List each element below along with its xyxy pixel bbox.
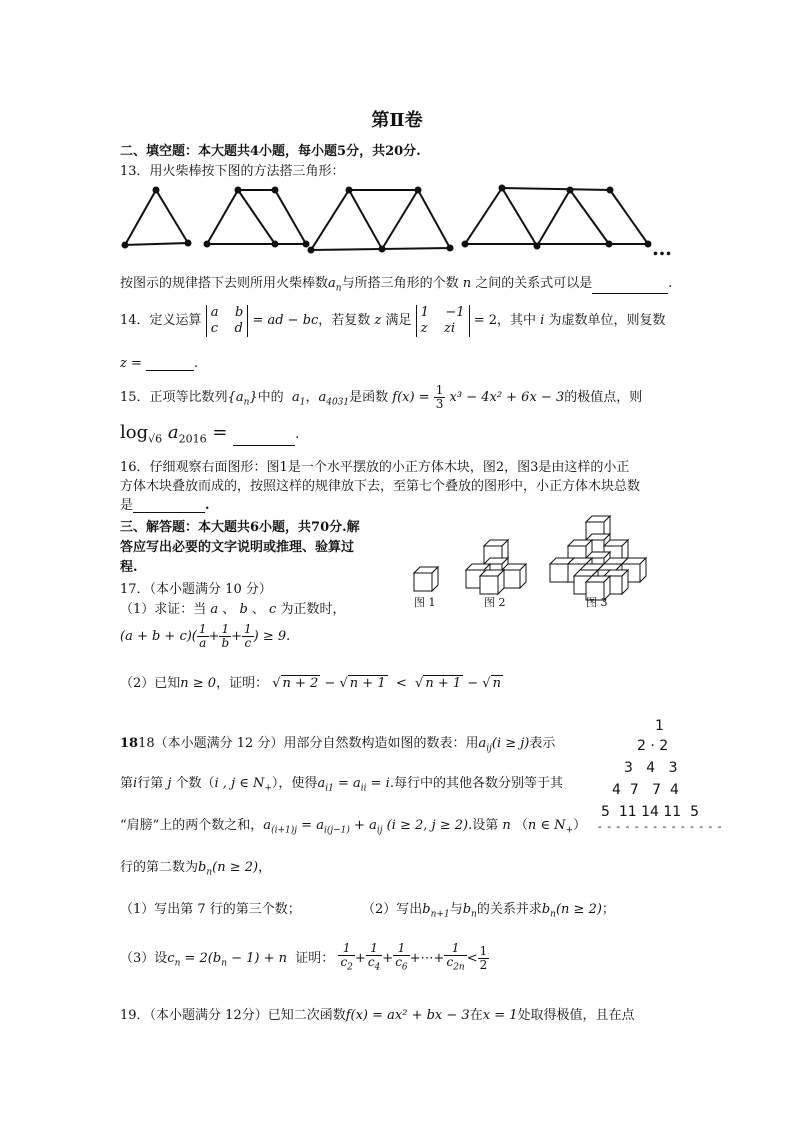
determinant-z: 1 −1 z zi xyxy=(416,305,470,337)
determinant-abcd: a b c d xyxy=(206,305,249,337)
q18-line3: “肩膀”上的两个数之和，$a_{(i+1)j} = a_{i(j-1)} + a_{ij}$ (i ≥ 2, j ≥ 2).设第 n （n ∈ $N_+$） xyxy=(120,818,587,836)
triangle-continuation: - - - - - - - - - - - - - - xyxy=(598,820,723,833)
section-3-header-line3: 程. xyxy=(120,560,138,575)
q13-text: 13．用火柴棒按下图的方法搭三角形： xyxy=(120,164,345,179)
triangle-row-4: 4 7 7 4 xyxy=(612,782,679,798)
q18-part2: （2）写出$b_{n+1}$与$b_n$的关系并求$b_n(n \ge 2)$； xyxy=(362,902,615,920)
q15-text: 15．正项等比数列$\{a_n\}$中的 $a_1$，$a_{4031}$是函数 f(x) = $\frac{1}{3}$ x³ − 4x² + 6x − 3的极值点，则 xyxy=(120,383,643,411)
fig1-label: 图 1 xyxy=(414,596,436,609)
section-3-header-line1: 三、解答题：本大题共6小题，共70分.解 xyxy=(120,520,360,535)
q13-question: 按图示的规律搭下去则所用火柴棒数$a_n$与所搭三角形的个数 n 之间的关系式可以是 . xyxy=(120,276,673,294)
q19-text: 19．（本小题满分 12分）已知二次函数f(x) = ax² + bx − 3在x = 1处取得极值，且在点 xyxy=(120,1008,635,1023)
q18-line1: 1818（本小题满分 12 分）用部分自然数构造如图的数表：用$a_{ij}(i \ge j)$表示 xyxy=(120,736,556,754)
triangle-row-3: 3 4 3 xyxy=(624,760,678,776)
section-2-header: 二、填空题：本大题共4小题，每小题5分，共20分. xyxy=(120,144,421,159)
q14-answer-line: z = . xyxy=(120,356,199,371)
triangle-row-5: 5 11 14 11 5 xyxy=(601,804,700,820)
triangle-row-2: 2 · 2 xyxy=(637,738,669,754)
q16-line2: 方体木块叠放而成的，按照这样的规律放下去，至第七个叠放的图形中，小正方体木块总数 xyxy=(120,479,641,494)
q17-header: 17．（本小题满分 10 分） xyxy=(120,582,272,597)
q16-line1: 16．仔细观察右面图形：图1是一个水平摆放的小正方体木块，图2，图3是由这样的小正 xyxy=(120,460,630,475)
q17-part1: （1）求证：当 a 、 b 、 c 为正数时， xyxy=(120,602,346,617)
continuation-dots: … xyxy=(652,236,672,260)
q18-line4: 行的第二数为$b_n(n \ge 2)$， xyxy=(120,860,272,878)
q18-line2: 第i行第 j 个数（i , j ∈ $N_+$），使得$a_{i1} = a_{ii} = i$.每行中的其他各数分别等于其 xyxy=(120,776,563,794)
q16-line3: 是 . xyxy=(120,498,210,513)
q15-answer-line: $\log_{√6} a_{2016}$ = . xyxy=(120,422,300,446)
q18-part1: （1）写出第 7 行的第三个数； xyxy=(120,902,301,917)
page-title: 第Ⅱ卷 xyxy=(371,110,423,131)
q17-inequality: (a + b + c)( $\frac{1}{a}$ + $\frac{1}{b}$ + $\frac{1}{c}$ ) ≥ 9. xyxy=(120,622,291,650)
section-3-header-line2: 答应写出必要的文字说明或推理、验算过 xyxy=(120,540,355,555)
fig2-label: 图 2 xyxy=(484,596,506,609)
triangle-row-1: 1 xyxy=(655,718,664,734)
q14-text: 14．定义运算 a b c d = ad − bc，若复数 z 满足 1 −1 z zi = 2，其中 i 为虚数单位，则复数 xyxy=(120,304,666,336)
fig3-label: 图 3 xyxy=(586,596,608,609)
q18-part3: （3）设$c_n = 2(b_n - 1) + n$ 证明： $\frac{1}{c_2}$ + $\frac{1}{c_4}$ + $\frac{1}{c_6}$ +⋯+ $\frac{1}{c_{2n}}$ < $\frac{1}{2}$ xyxy=(120,941,488,973)
q17-part2: （2）已知n ≥ 0，证明： √ n + 2 − √ n + 1 < √ n + 1 − √ n xyxy=(120,676,501,691)
